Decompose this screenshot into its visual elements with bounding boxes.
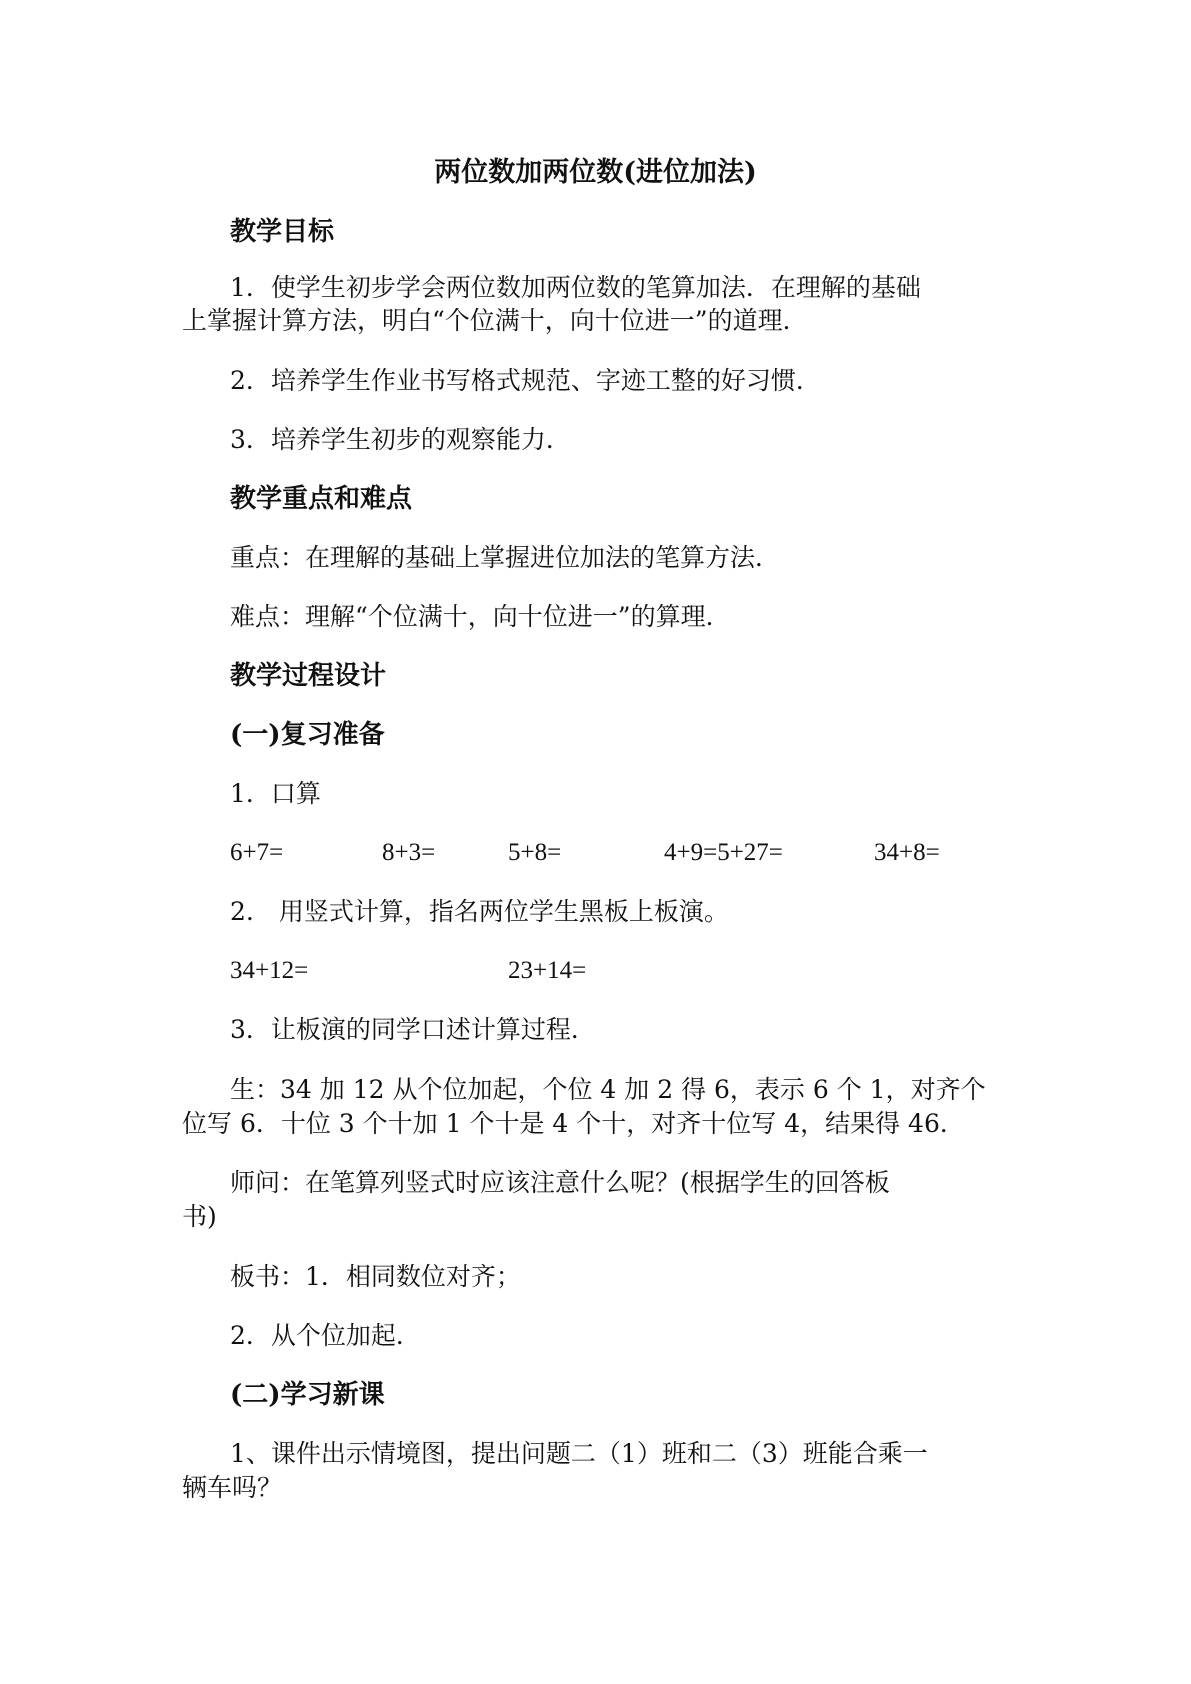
mental-calc-1: 6+7=: [230, 839, 284, 866]
new-lesson-heading: (二)学习新课: [230, 1380, 385, 1410]
review-heading: (一)复习准备: [230, 720, 385, 750]
mental-calc-3: 5+8=: [508, 839, 562, 866]
difficult-point: 难点：理解“个位满十，向十位进一”的算理．: [230, 602, 731, 631]
new-lesson-item-1-line-1: 1、课件出示情境图，提出问题二（1）班和二（3）班能合乘一: [230, 1439, 928, 1468]
mental-calc-2: 8+3=: [382, 839, 436, 866]
review-item-3: 3．让板演的同学口述计算过程．: [230, 1015, 596, 1044]
document-title: 两位数加两位数(进位加法): [434, 157, 757, 188]
review-item-2: 2. 用竖式计算，指名两位学生黑板上板演。: [230, 897, 729, 926]
key-point: 重点：在理解的基础上掌握进位加法的笔算方法．: [230, 543, 781, 572]
mental-calc-4: 4+9=5+27=: [664, 839, 783, 866]
board-note-1: 板书：1．相同数位对齐；: [230, 1262, 521, 1291]
objectives-heading: 教学目标: [230, 217, 335, 247]
objective-3: 3．培养学生初步的观察能力．: [230, 425, 571, 454]
objective-1-line-2: 上掌握计算方法，明白“个位满十，向十位进一”的道理．: [182, 306, 808, 335]
process-heading: 教学过程设计: [230, 661, 387, 691]
new-lesson-item-1-line-2: 辆车吗？: [182, 1473, 283, 1502]
board-note-2: 2．从个位加起．: [230, 1321, 421, 1350]
key-points-heading: 教学重点和难点: [230, 484, 413, 514]
teacher-question-line-1: 师问：在笔算列竖式时应该注意什么呢？(根据学生的回答板: [230, 1168, 890, 1197]
review-item-1: 1．口算: [230, 779, 321, 808]
objective-1-line-1: 1．使学生初步学会两位数加两位数的笔算加法．在理解的基础: [230, 273, 921, 302]
mental-calc-5: 34+8=: [874, 839, 940, 866]
student-answer-line-2: 位写 6．十位 3 个十加 1 个十是 4 个十，对齐十位写 4，结果得 46．: [182, 1109, 965, 1138]
student-answer-line-1: 生：34 加 12 从个位加起，个位 4 加 2 得 6，表示 6 个 1，对齐个: [230, 1075, 986, 1104]
objective-2: 2．培养学生作业书写格式规范、字迹工整的好习惯．: [230, 366, 821, 395]
teacher-question-line-2: 书): [182, 1202, 217, 1231]
vertical-calc-2: 23+14=: [508, 957, 587, 984]
vertical-calc-1: 34+12=: [230, 957, 309, 984]
